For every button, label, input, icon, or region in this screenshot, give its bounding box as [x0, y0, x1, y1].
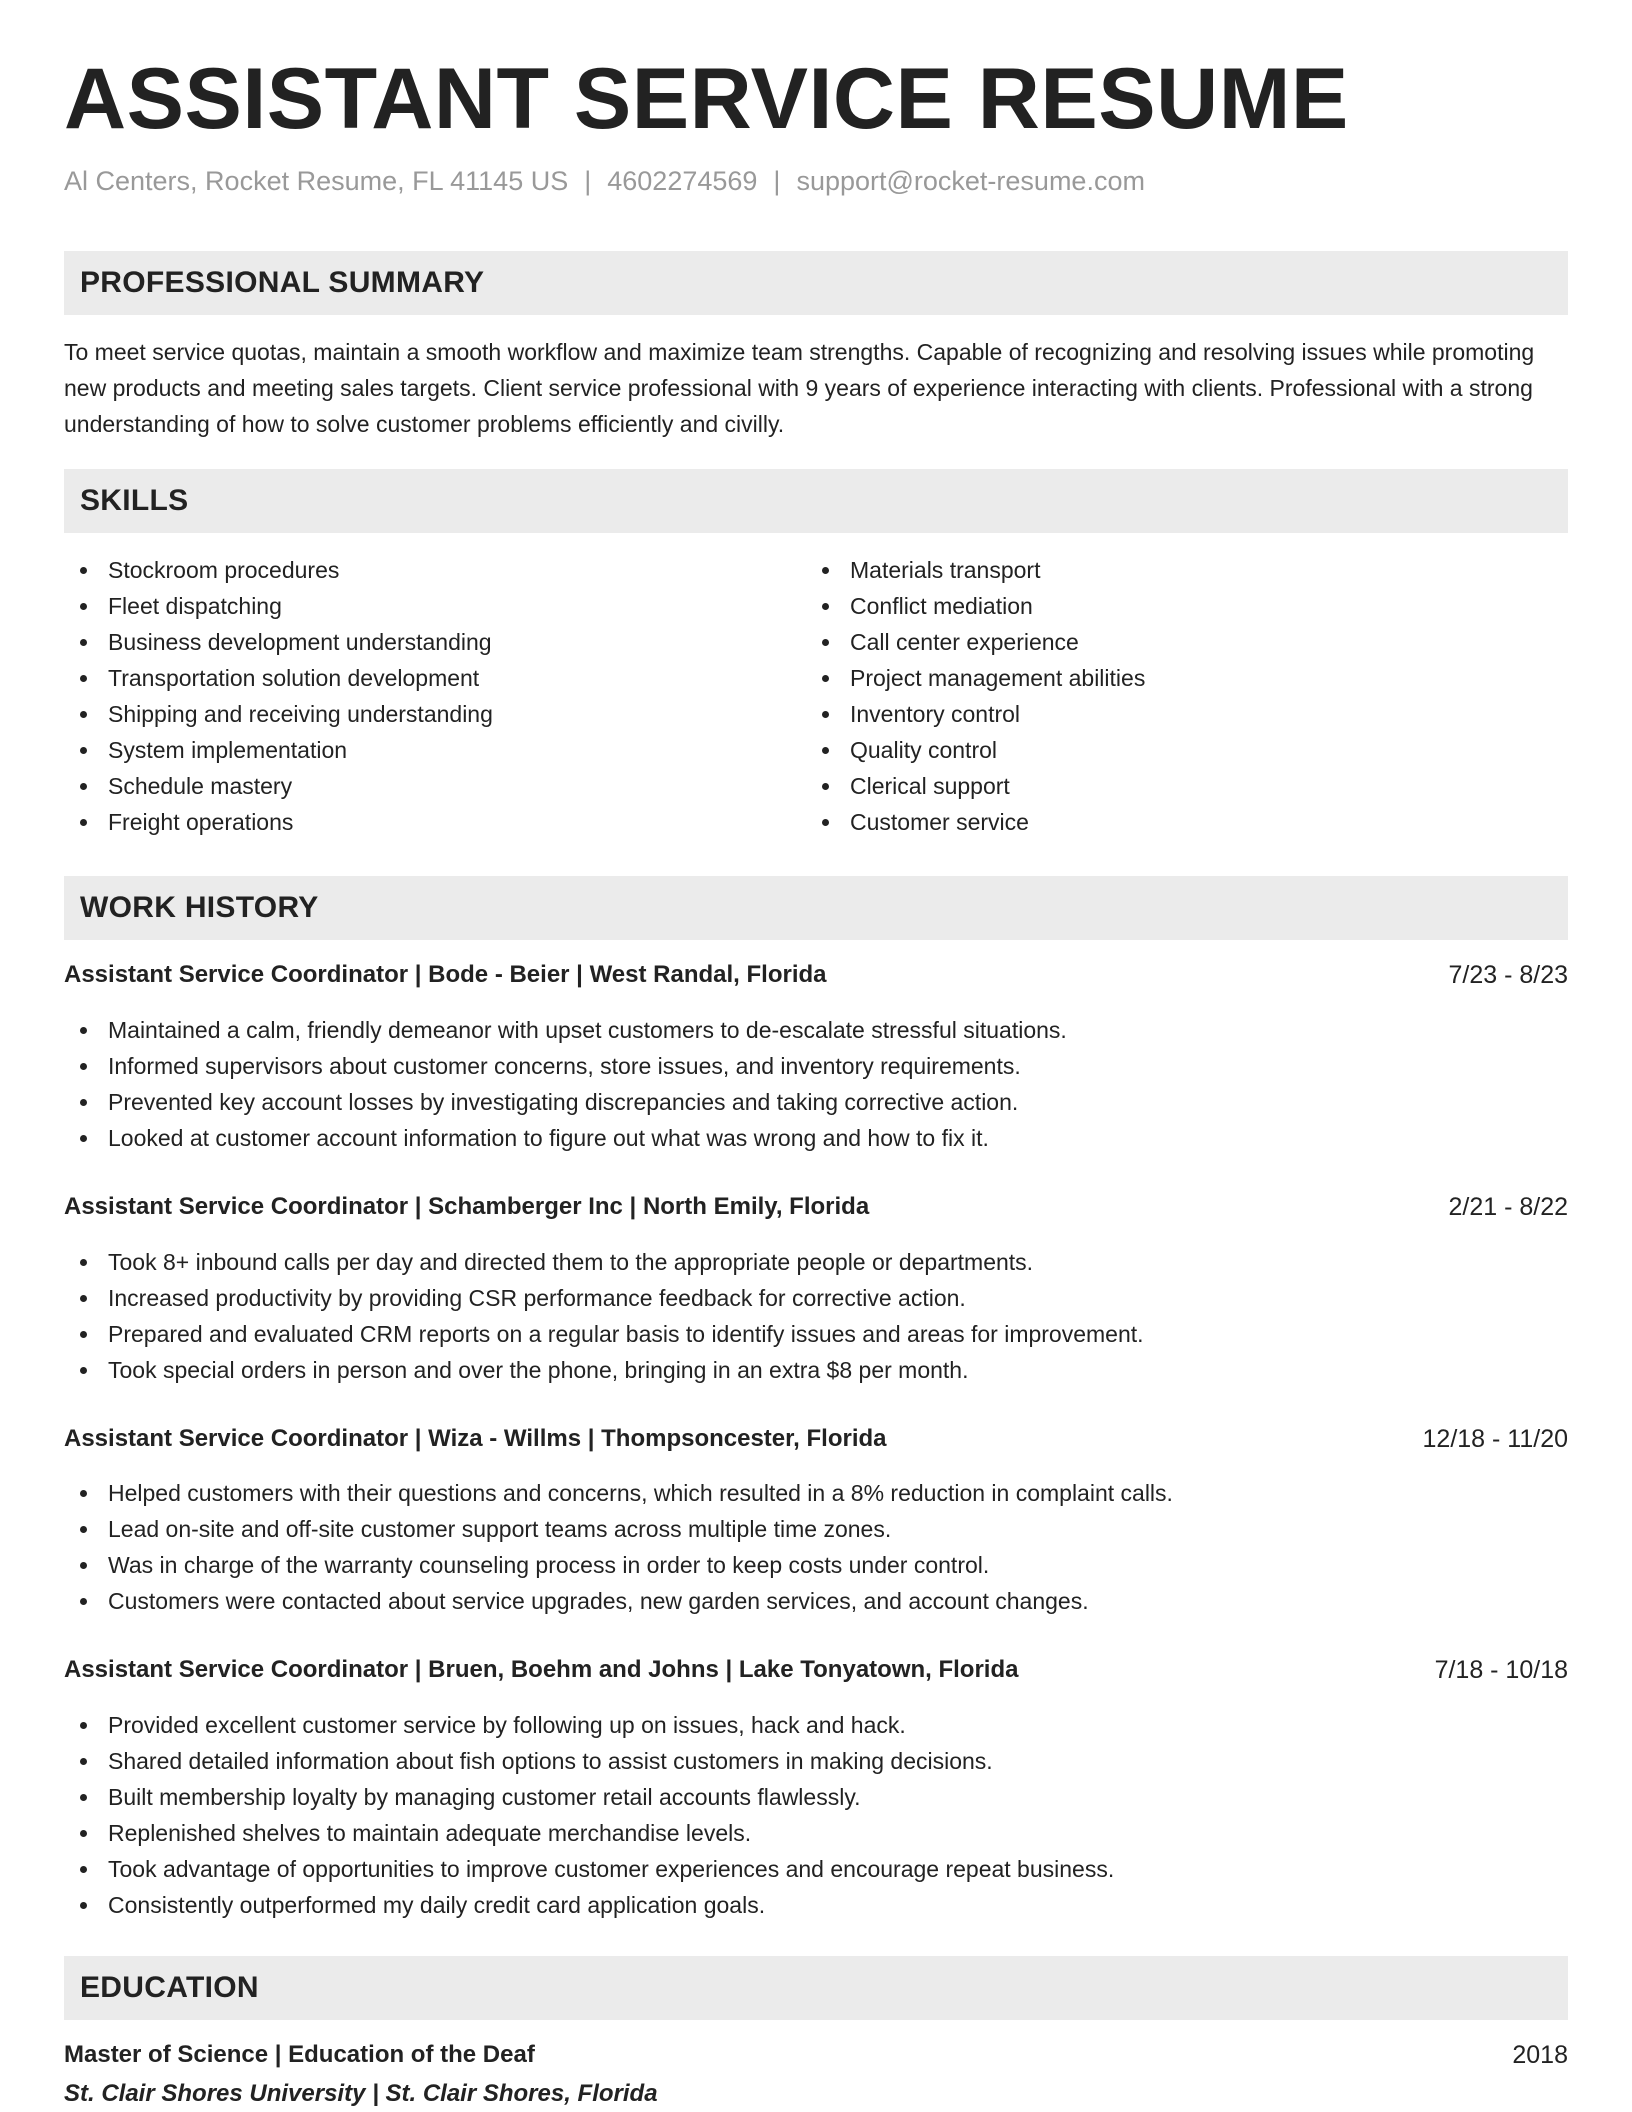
job-bullet: Was in charge of the warranty counseling process in order to keep costs under control. [64, 1547, 1173, 1583]
skill-item: Clerical support [806, 768, 1145, 804]
job-bullet: Maintained a calm, friendly demeanor with upset customers to de-escalate stressful situations. [64, 1012, 1067, 1048]
section-header-work-history: WORK HISTORY [64, 876, 1568, 940]
job-bullet: Looked at customer account information to figure out what was wrong and how to fix it. [64, 1120, 1067, 1156]
skill-item: Stockroom procedures [64, 552, 493, 588]
section-header-education: EDUCATION [64, 1956, 1568, 2020]
job-dates: 2/21 - 8/22 [1448, 1193, 1568, 1221]
contact-email: support@rocket-resume.com [796, 166, 1145, 196]
skill-item: Freight operations [64, 804, 493, 840]
job-bullets [64, 1244, 1144, 1388]
job-bullet: Helped customers with their questions and concerns, which resulted in a 8% reduction in complaint calls. [64, 1475, 1173, 1511]
education-school: St. Clair Shores University | St. Clair Shores, Florida [64, 2080, 658, 2107]
job-header [64, 1421, 1568, 1457]
skill-item: Materials transport [806, 552, 1145, 588]
skills-list-left [64, 552, 493, 840]
skill-item: Fleet dispatching [64, 588, 493, 624]
job-header [64, 1189, 1568, 1225]
skill-item: Customer service [806, 804, 1145, 840]
job-bullets [64, 1707, 1114, 1923]
resume-title: ASSISTANT SERVICE RESUME [64, 51, 1349, 147]
education-year: 2018 [1512, 2041, 1568, 2069]
skill-item: System implementation [64, 732, 493, 768]
job-bullet: Prepared and evaluated CRM reports on a regular basis to identify issues and areas for improvement. [64, 1316, 1144, 1352]
job-bullet: Prevented key account losses by investigating discrepancies and taking corrective action. [64, 1084, 1067, 1120]
job-bullet: Increased productivity by providing CSR performance feedback for corrective action. [64, 1280, 1144, 1316]
job-bullet: Provided excellent customer service by following up on issues, hack and hack. [64, 1707, 1114, 1743]
skill-item: Call center experience [806, 624, 1145, 660]
job-dates: 7/18 - 10/18 [1434, 1656, 1568, 1684]
contact-line [64, 168, 1145, 195]
job-dates: 7/23 - 8/23 [1448, 961, 1568, 989]
skill-item: Business development understanding [64, 624, 493, 660]
contact-separator: | [773, 166, 781, 196]
education-degree: Master of Science | Education of the Deaf [64, 2041, 535, 2068]
skills-list-right [806, 552, 1145, 840]
skill-item: Inventory control [806, 696, 1145, 732]
job-title: Assistant Service Coordinator | Schamberger Inc | North Emily, Florida [64, 1193, 870, 1220]
education-header [64, 2037, 1568, 2073]
contact-phone: 4602274569 [607, 166, 758, 196]
job-bullet: Lead on-site and off-site customer support teams across multiple time zones. [64, 1511, 1173, 1547]
skill-item: Transportation solution development [64, 660, 493, 696]
job-title: Assistant Service Coordinator | Bruen, Boehm and Johns | Lake Tonyatown, Florida [64, 1656, 1019, 1683]
skill-item: Schedule mastery [64, 768, 493, 804]
job-title: Assistant Service Coordinator | Wiza - Willms | Thompsoncester, Florida [64, 1425, 887, 1452]
skill-item: Project management abilities [806, 660, 1145, 696]
job-header [64, 1652, 1568, 1688]
section-header-skills: SKILLS [64, 469, 1568, 533]
job-bullet: Built membership loyalty by managing customer retail accounts flawlessly. [64, 1779, 1114, 1815]
job-bullet: Took special orders in person and over the phone, bringing in an extra $8 per month. [64, 1352, 1144, 1388]
job-bullet: Informed supervisors about customer concerns, store issues, and inventory requirements. [64, 1048, 1067, 1084]
job-bullet: Took 8+ inbound calls per day and directed them to the appropriate people or departments. [64, 1244, 1144, 1280]
job-bullets [64, 1012, 1067, 1156]
section-header-summary: PROFESSIONAL SUMMARY [64, 251, 1568, 315]
job-dates: 12/18 - 11/20 [1422, 1425, 1568, 1453]
job-bullet: Consistently outperformed my daily credit card application goals. [64, 1887, 1114, 1923]
job-bullet: Customers were contacted about service upgrades, new garden services, and account changes. [64, 1583, 1173, 1619]
job-bullet: Shared detailed information about fish options to assist customers in making decisions. [64, 1743, 1114, 1779]
contact-address: Al Centers, Rocket Resume, FL 41145 US [64, 166, 569, 196]
skill-item: Shipping and receiving understanding [64, 696, 493, 732]
job-bullet: Replenished shelves to maintain adequate merchandise levels. [64, 1815, 1114, 1851]
skill-item: Conflict mediation [806, 588, 1145, 624]
job-bullets [64, 1475, 1173, 1619]
contact-separator: | [584, 166, 592, 196]
job-header [64, 957, 1568, 993]
job-bullet: Took advantage of opportunities to improve customer experiences and encourage repeat business. [64, 1851, 1114, 1887]
summary-text: To meet service quotas, maintain a smooth workflow and maximize team strengths. Capable of recognizing and resolving issues while promoting new products and meeting sales targets. Client service professional with 9 years of experience interacting with clients. Professional with a strong understanding of how to solve customer problems efficiently and civilly. [64, 339, 1535, 437]
job-title: Assistant Service Coordinator | Bode - Beier | West Randal, Florida [64, 961, 827, 988]
skill-item: Quality control [806, 732, 1145, 768]
